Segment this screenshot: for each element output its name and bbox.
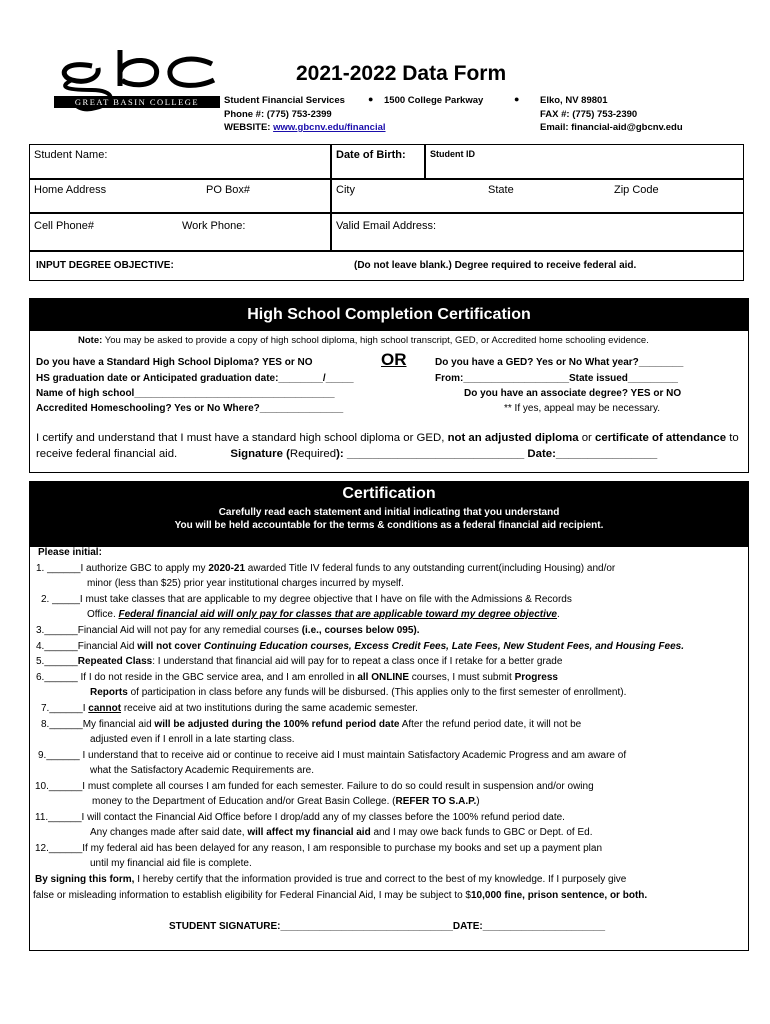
bullet-icon: ● — [514, 94, 520, 104]
hs-note-text: You may be asked to provide a copy of high school diploma, high school transcript, GED, or Accredited home schooling evidence. — [104, 335, 649, 346]
po-box-label: PO Box# — [206, 184, 251, 196]
certification-sub-1: Carefully read each statement and initial indicating that you understand — [218, 507, 560, 518]
initial-item-1[interactable]: 1. ______I authorize GBC to apply my 2020-21 awarded Title IV federal funds to any outstanding current(including Housing) and/or — [36, 563, 616, 574]
initials-section — [29, 547, 749, 951]
home-address-label: Home Address — [34, 184, 107, 196]
cell-phone-label: Cell Phone# — [34, 220, 94, 232]
home-address-field[interactable] — [29, 179, 331, 213]
certify-or: or — [578, 432, 596, 444]
student-id-field[interactable] — [425, 144, 744, 179]
state-label: State — [488, 184, 514, 196]
hs-certify-line-1 — [36, 432, 739, 444]
signature-line: ): ____________________________ Date:________________ — [336, 448, 658, 460]
office-email: Email: financial-aid@gbcnv.edu — [540, 122, 683, 133]
website-label: WEBSITE: — [224, 122, 271, 133]
office-fax: FAX #: (775) 753-2390 — [540, 109, 638, 120]
initial-item-6-cont: Reports of participation in class before any funds will be disbursed. (This applies only to the first semester of enrollment). — [90, 687, 627, 698]
city-state-zip-field[interactable] — [331, 179, 744, 213]
initial-item-11-cont: Any changes made after said date, will affect my financial aid and I may owe back funds to GBC or Dept. of Ed. — [90, 827, 593, 838]
initial-item-2-cont: Office. Federal financial aid will only pay for classes that are applicable toward my degree objective. — [87, 609, 560, 620]
city-label: City — [336, 184, 355, 196]
office-phone: Phone #: (775) 753-2399 — [224, 109, 332, 120]
work-phone-label: Work Phone: — [182, 220, 246, 232]
please-initial: Please initial: — [38, 547, 102, 558]
dob-label: Date of Birth: — [336, 149, 406, 161]
signature-required: Required — [289, 448, 337, 460]
or-divider: OR — [381, 350, 407, 369]
logo-text: GREAT BASIN COLLEGE — [74, 97, 200, 107]
appeal-note: ** If yes, appeal may be necessary. — [504, 403, 661, 414]
student-info-grid — [29, 144, 744, 281]
initial-item-11[interactable]: 11.______I will contact the Financial Aid Office before I drop/add any of my classes before the 100% refund period date. — [35, 812, 565, 823]
initial-item-9-cont: what the Satisfactory Academic Requirements are. — [90, 765, 314, 776]
hs-note — [78, 335, 649, 346]
website-line — [224, 122, 386, 133]
college-logo — [52, 46, 222, 118]
initial-item-10[interactable]: 10.______I must complete all courses I am funded for each semester. Failure to do so could result in suspension and/or owing — [35, 781, 594, 792]
student-signature-line[interactable]: STUDENT SIGNATURE:_______________________________DATE:______________________ — [169, 921, 606, 932]
ged-question: Do you have a GED? Yes or No What year?________ — [435, 357, 684, 368]
initial-item-1-cont: minor (less than $25) prior year institutional charges incurred by myself. — [87, 578, 404, 589]
form-title: 2021-2022 Data Form — [296, 62, 507, 85]
student-name-field[interactable] — [29, 144, 331, 179]
certify-to: to — [726, 432, 739, 444]
hs-diploma-question: Do you have a Standard High School Diploma? YES or NO — [36, 357, 313, 368]
initial-item-12[interactable]: 12.______If my federal aid has been delayed for any reason, I am responsible to purchase my books and set up a payment plan — [35, 843, 603, 854]
certify-attendance: certificate of attendance — [595, 432, 727, 444]
website-link[interactable]: www.gbcnv.edu/financial — [273, 122, 386, 133]
ged-from: From:___________________State issued_________ — [435, 373, 678, 384]
hs-name: Name of high school____________________________________ — [36, 388, 335, 399]
initial-item-9[interactable]: 9.______ I understand that to receive aid or continue to receive aid I must maintain Satisfactory Academic Progress and am aware of — [38, 750, 627, 761]
initial-item-8-cont: adjusted even if I enroll in a late starting class. — [90, 734, 295, 745]
initial-item-2[interactable]: 2. _____I must take classes that are applicable to my degree objective that I have on file with the Admissions & Records — [41, 594, 572, 605]
hs-signature[interactable] — [230, 448, 657, 460]
office-address: 1500 College Parkway — [384, 95, 484, 106]
hs-certify-line-2 — [36, 448, 657, 460]
signing-statement-1: By signing this form, I hereby certify that the information provided is true and correct to the best of my knowledge. If I purposely give — [35, 874, 627, 885]
initial-item-7[interactable]: 7.______I cannot receive aid at two institutions during the same academic semester. — [41, 703, 418, 714]
student-id-label: Student ID — [430, 149, 475, 159]
initial-item-10-cont: money to the Department of Education and/or Great Basin College. (REFER TO S.A.P.) — [92, 796, 480, 807]
dob-field[interactable] — [331, 144, 425, 179]
student-name-label: Student Name: — [34, 149, 108, 161]
hs-homeschooling: Accredited Homeschooling? Yes or No Where?_______________ — [36, 403, 344, 414]
zip-label: Zip Code — [614, 184, 659, 196]
signing-statement-2: false or misleading information to establish eligibility for Federal Financial Aid, I may be subject to $10,000 fine, prison sentence, or both. — [33, 890, 648, 901]
certification-sub-2: You will be held accountable for the terms & conditions as a federal financial aid recipient. — [174, 520, 604, 531]
high-school-section — [29, 298, 749, 473]
hs-section-title: High School Completion Certification — [30, 299, 748, 331]
certification-header — [29, 481, 749, 547]
degree-objective-note: (Do not leave blank.) Degree required to receive federal aid. — [354, 260, 637, 271]
initial-item-4[interactable]: 4.______Financial Aid will not cover Continuing Education courses, Excess Credit Fees, Late Fees, New Student Fees, and Housing Fees. — [36, 641, 684, 652]
initial-item-3[interactable]: 3.______Financial Aid will not pay for any remedial courses (i.e., courses below 095). — [36, 625, 420, 636]
email-label: Valid Email Address: — [336, 220, 437, 232]
degree-objective-field[interactable] — [29, 251, 744, 281]
degree-objective-label: INPUT DEGREE OBJECTIVE: — [36, 260, 174, 271]
office-city: Elko, NV 89801 — [540, 95, 608, 106]
signature-label: Signature ( — [230, 448, 290, 460]
certify-receive: receive federal financial aid. — [36, 448, 178, 460]
office-name: Student Financial Services — [224, 95, 345, 106]
phone-field[interactable] — [29, 213, 331, 251]
certify-text: I certify and understand that I must have a standard high school diploma or GED, — [36, 432, 448, 444]
certification-title: Certification — [342, 485, 436, 502]
initial-item-6[interactable]: 6.______ If I do not reside in the GBC service area, and I am enrolled in all ONLINE courses, I must submit Progress — [36, 672, 558, 683]
initial-item-12-cont: until my financial aid file is complete. — [90, 858, 252, 869]
initial-item-5[interactable]: 5.______Repeated Class: I understand that financial aid will pay for to repeat a class once if I retake for a better grade — [36, 656, 563, 667]
email-field[interactable] — [331, 213, 744, 251]
bullet-icon: ● — [368, 94, 374, 104]
certify-adjusted: not an adjusted diploma — [447, 432, 579, 444]
associate-degree-question: Do you have an associate degree? YES or NO — [464, 388, 682, 399]
initial-item-8[interactable]: 8.______My financial aid will be adjusted during the 100% refund period date After the refund period date, it will not be — [41, 719, 582, 730]
hs-note-label: Note: — [78, 335, 103, 346]
hs-graduation-date: HS graduation date or Anticipated graduation date:________/_____ — [36, 373, 354, 384]
